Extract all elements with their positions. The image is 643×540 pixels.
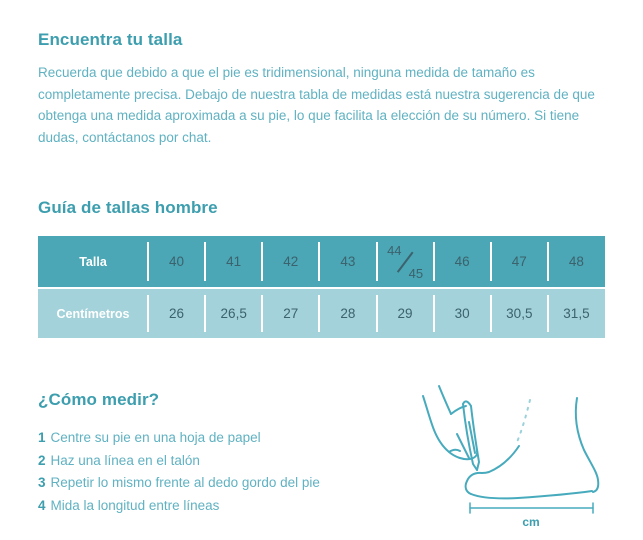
table-row-sizes	[38, 236, 605, 287]
cm-unit-label: cm	[522, 515, 540, 529]
size-table	[38, 236, 605, 338]
step-text: Repetir lo mismo frente al dedo gordo del pie	[50, 475, 320, 490]
step-number: 2	[38, 452, 46, 468]
foot-measurement-illustration	[403, 370, 623, 535]
size-cell: 42	[262, 236, 319, 287]
how-to-measure-title: ¿Cómo medir?	[38, 390, 160, 409]
step-number: 3	[38, 475, 46, 490]
size-cell: 47	[491, 236, 548, 287]
cm-cell: 26,5	[205, 289, 262, 338]
step-number: 4	[38, 497, 46, 513]
step-text: Mida la longitud entre líneas	[50, 497, 220, 513]
cm-row-label: Centímetros	[38, 289, 148, 338]
size-row-label: Talla	[38, 236, 148, 287]
intro-paragraph: Recuerda que debido a que el pie es tridimensional, ninguna medida de tamaño es completamente precisa. Debajo de nuestra tabla de medidas está nuestra sugerencia de que obtenga una medida aproximada a su pie, lo que facilita la elección de su número. Si tiene dudas, contáctanos por chat.	[38, 65, 595, 145]
size-cell: 46	[434, 236, 491, 287]
step-text: Centre su pie en una hoja de papel	[50, 430, 261, 445]
size-guide-title: Guía de tallas hombre	[38, 198, 218, 217]
size-cell: 41	[205, 236, 262, 287]
step-number: 1	[38, 430, 46, 445]
table-row-centimeters	[38, 289, 605, 338]
size-cell: 40	[148, 236, 205, 287]
step-item	[38, 472, 320, 495]
measurement-line	[470, 503, 593, 513]
cm-cell: 30,5	[491, 289, 548, 338]
cm-cell: 31,5	[548, 289, 605, 338]
size-cell: 43	[319, 236, 376, 287]
step-item	[38, 450, 320, 473]
step-item	[38, 495, 320, 518]
cm-cell: 26	[148, 289, 205, 338]
step-item	[38, 427, 320, 450]
size-cell-44-45	[377, 236, 434, 287]
fraction-top: 44	[387, 242, 402, 258]
foot-drawing	[466, 398, 599, 498]
cm-cell: 28	[319, 289, 376, 338]
measure-steps	[38, 427, 320, 517]
split-size-fraction	[386, 243, 424, 281]
cm-cell: 30	[434, 289, 491, 338]
size-cell: 48	[548, 236, 605, 287]
hand-pencil-drawing	[423, 386, 479, 470]
cm-cell: 29	[377, 289, 434, 338]
page-title: Encuentra tu talla	[38, 30, 183, 49]
cm-cell: 27	[262, 289, 319, 338]
fraction-bottom: 45	[408, 265, 424, 281]
step-text: Haz una línea en el talón	[50, 452, 200, 468]
